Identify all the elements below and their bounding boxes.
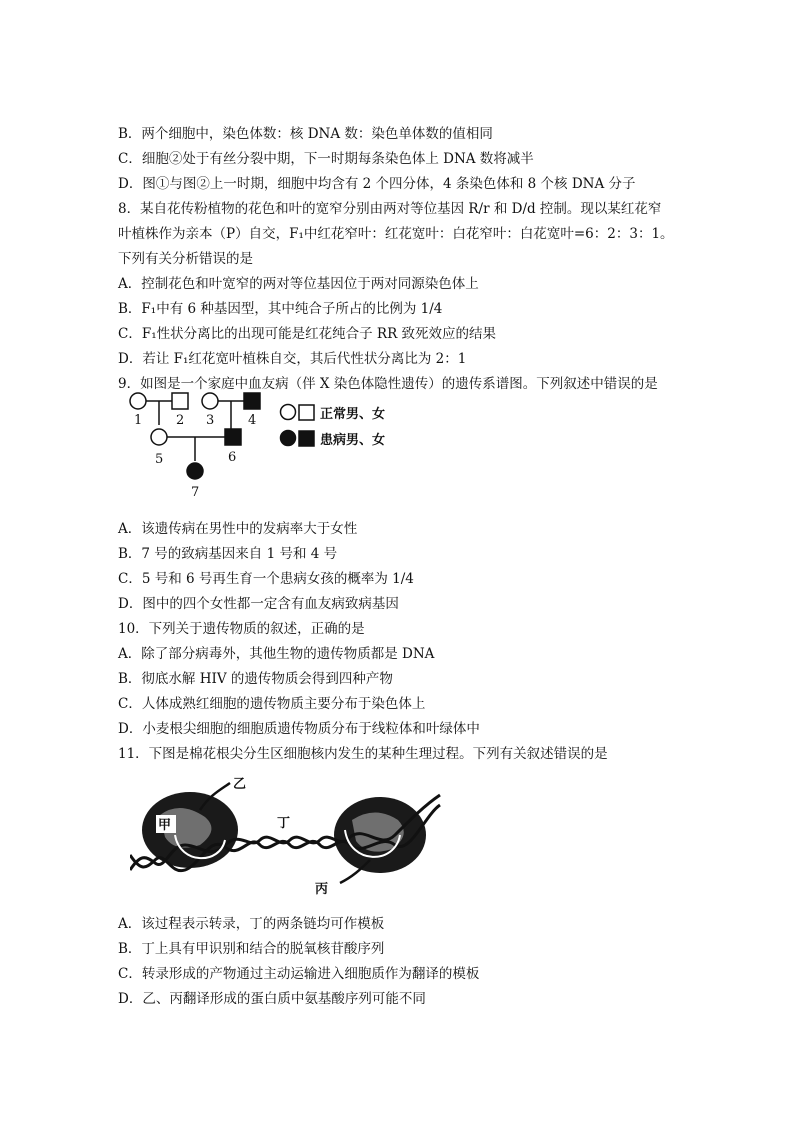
q8-stem-line-1: 8．某自花传粉植物的花色和叶的宽窄分别由两对等位基因 R/r 和 D/d 控制。现以某红花窄 [118, 201, 662, 217]
label-ding: 丁 [277, 816, 291, 831]
q9-option-a: A．该遗传病在男性中的发病率大于女性 [118, 521, 358, 537]
label-4: 4 [248, 413, 257, 428]
q11-stem: 11．下图是棉花根尖分生区细胞核内发生的某种生理过程。下列有关叙述错误的是 [118, 746, 608, 762]
q9-option-b: B．7 号的致病基因来自 1 号和 4 号 [118, 546, 338, 562]
individual-7-affected-female [187, 463, 203, 479]
label-7: 7 [191, 485, 200, 500]
q10-stem: 10．下列关于遗传物质的叙述，正确的是 [118, 621, 365, 637]
label-5: 5 [155, 452, 164, 467]
q11-option-c: C．转录形成的产物通过主动运输进入细胞质作为翻译的模板 [118, 966, 480, 982]
individual-1-normal-female [130, 393, 146, 409]
label-jia: 甲 [158, 818, 172, 833]
q8-option-a: A．控制花色和叶宽窄的两对等位基因位于两对同源染色体上 [118, 276, 479, 292]
individual-4-affected-male [244, 393, 260, 409]
label-3: 3 [206, 413, 215, 428]
individual-6-affected-male [225, 429, 241, 445]
q8-option-d: D．若让 F₁红花宽叶植株自交，其后代性状分离比为 2：1 [118, 351, 467, 367]
legend-normal-male-icon [299, 405, 314, 420]
q7-option-d: D．图①与图②上一时期，细胞中均含有 2 个四分体，4 条染色体和 8 个核 DNA 分子 [118, 176, 636, 192]
label-bing: 丙 [315, 882, 329, 897]
q8-option-c: C．F₁性状分离比的出现可能是红花纯合子 RR 致死效应的结果 [118, 326, 497, 342]
q10-option-b: B．彻底水解 HIV 的遗传物质会得到四种产物 [118, 671, 393, 687]
legend-affected-male-icon [299, 431, 314, 446]
q10-option-c: C．人体成熟红细胞的遗传物质主要分布于染色体上 [118, 696, 426, 712]
q11-option-a: A．该过程表示转录，丁的两条链均可作模板 [118, 916, 385, 932]
q8-option-b: B．F₁中有 6 种基因型，其中纯合子所占的比例为 1/4 [118, 301, 443, 317]
q8-stem-line-3: 下列有关分析错误的是 [118, 251, 253, 267]
label-2: 2 [176, 413, 185, 428]
label-yi: 乙 [233, 777, 247, 792]
legend-normal-female-icon [281, 405, 296, 420]
q7-option-b: B．两个细胞中，染色体数：核 DNA 数：染色单体数的值相同 [118, 126, 493, 142]
q11-option-b: B．丁上具有甲识别和结合的脱氧核苷酸序列 [118, 941, 385, 957]
q10-option-d: D．小麦根尖细胞的细胞质遗传物质分布于线粒体和叶绿体中 [118, 721, 480, 737]
pedigree-chart [118, 381, 418, 501]
q10-option-a: A．除了部分病毒外，其他生物的遗传物质都是 DNA [118, 646, 435, 662]
q8-stem-line-2: 叶植株作为亲本（P）自交，F₁中红花窄叶：红花宽叶：白花窄叶：白花宽叶=6：2：3：1。 [118, 226, 674, 242]
q9-stem: 9．如图是一个家庭中血友病（伴 X 染色体隐性遗传）的遗传系谱图。下列叙述中错误的是 [118, 376, 658, 392]
q9-option-c: C．5 号和 6 号再生育一个患病女孩的概率为 1/4 [118, 571, 414, 587]
q9-option-d: D．图中的四个女性都一定含有血友病致病基因 [118, 596, 399, 612]
legend-affected-label: 患病男、女 [320, 433, 386, 448]
legend-normal-label: 正常男、女 [320, 407, 386, 422]
transcription-figure [130, 775, 450, 900]
q11-option-d: D．乙、丙翻译形成的蛋白质中氨基酸序列可能不同 [118, 991, 426, 1007]
label-6: 6 [228, 450, 237, 465]
individual-3-normal-female [202, 393, 218, 409]
individual-5-normal-female [151, 429, 167, 445]
label-1: 1 [134, 413, 143, 428]
individual-2-normal-male [172, 393, 188, 409]
q7-option-c: C．细胞②处于有丝分裂中期，下一时期每条染色体上 DNA 数将减半 [118, 151, 534, 167]
legend-affected-female-icon [281, 431, 296, 446]
